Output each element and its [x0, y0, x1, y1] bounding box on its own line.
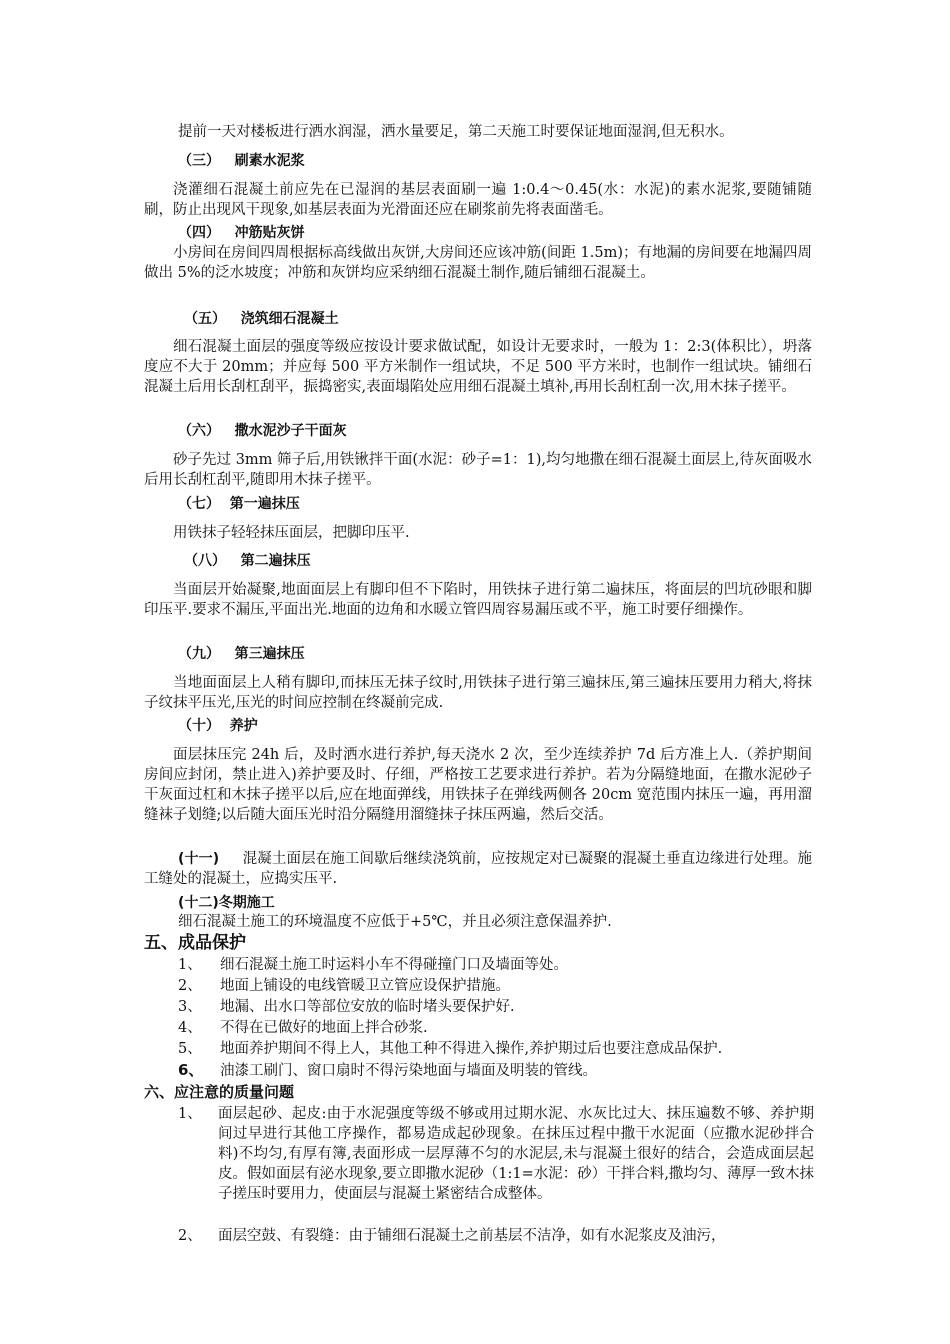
list-item-text: 地面养护期间不得上人，其他工种不得进入操作,养护期过后也要注意成品保护. [220, 1041, 723, 1057]
list-item-text: 细石混凝土施工时运料小车不得碰撞门口及墙面等处。 [220, 957, 568, 973]
section-6-title: 撒水泥沙子干面灰 [234, 423, 347, 439]
section-8-number: （八） [184, 553, 226, 569]
section-8-heading [184, 551, 311, 571]
list-item-number: 6、 [178, 1061, 204, 1079]
list-item [178, 1039, 722, 1059]
section-4-title: 冲筋贴灰饼 [234, 225, 305, 241]
section-6-heading [178, 421, 347, 441]
section-9-body: 当地面面层上人稍有脚印,而抹压无抹子纹时,用铁抹子进行第三遍抹压,第三遍抹压要用力稍大,将抹子纹抹平压光,压光的时间应控制在终凝前完成. [144, 675, 812, 711]
section-10-body: 面层抹压完 24h 后，及时洒水进行养护,每天浇水 2 次，至少连续养护 7d 后方准上人.（养护期间房间应封闭，禁止进入)养护要及时、仔细，严格按工艺要求进行养护。若为分隔缝地面，在撒水泥砂子干灰面过杠和木抹子搓平以后,应在地面弹线，用铁抹子在弹线两侧各 20cm 宽范围内抹压一遍，再用溜缝袜子划缝;以后随大面压光时沿分隔缝用溜缝抹子抹压两遍，然后交活。 [144, 747, 812, 823]
section-3-heading [178, 151, 305, 171]
list-item [178, 997, 515, 1017]
section-5-title: 浇筑细石混凝土 [240, 311, 339, 327]
list-item-text: 地面上铺设的电线管暖卫立管应设保护措施。 [220, 978, 510, 994]
quality-item [178, 1226, 814, 1246]
chapter-6-title: 六、应注意的质量问题 [144, 1083, 295, 1101]
list-item-number: 4、 [178, 1020, 202, 1036]
section-7-title: 第一遍抹压 [229, 496, 300, 512]
section-10-heading [178, 716, 258, 736]
section-12-body: 细石混凝土施工的环境温度不应低于+5℃，并且必须注意保温养护. [178, 914, 612, 930]
section-7-number: （七） [178, 496, 220, 512]
section-9-heading [178, 644, 305, 664]
section-5-heading [184, 309, 339, 329]
quality-item-number: 2、 [178, 1228, 202, 1244]
section-3-number: （三） [178, 153, 220, 169]
section-8-title: 第二遍抹压 [240, 553, 311, 569]
section-12-title: 冬期施工 [218, 895, 275, 911]
section-4-number: （四） [178, 225, 220, 241]
list-item-number: 1、 [178, 957, 202, 973]
section-12-heading [178, 893, 275, 913]
list-item [178, 955, 568, 975]
section-8-body: 当面层开始凝聚,地面面层上有脚印但不下陷时，用铁抹子进行第二遍抹压，将面层的凹坑砂眼和脚印压平.要求不漏压,平面出光.地面的边角和水暖立管四周容易漏压或不平，施工时要仔细操作。 [144, 582, 812, 618]
list-item [178, 1060, 597, 1081]
list-item-number: 3、 [178, 999, 202, 1015]
quality-item [178, 1104, 814, 1204]
intro-text: 提前一天对楼板进行洒水润湿，洒水量要足，第二天施工时要保证地面湿润,但无积水。 [178, 124, 734, 140]
section-11-body: 混凝土面层在施工间歇后继续浇筑前，应按规定对已凝聚的混凝土垂直边缘进行处理。施工缝处的混凝土，应捣实压平. [144, 851, 813, 887]
section-10-title: 养护 [229, 718, 258, 734]
section-9-number: （九） [178, 646, 220, 662]
list-item [178, 1018, 428, 1038]
section-4-heading [178, 223, 305, 243]
list-item-number: 5、 [178, 1041, 202, 1057]
section-3-title: 刷素水泥浆 [234, 153, 305, 169]
quality-item-number: 1、 [178, 1106, 202, 1122]
section-9-title: 第三遍抹压 [234, 646, 305, 662]
section-11-number: (十一) [178, 851, 220, 867]
section-6-body: 砂子先过 3mm 筛子后,用铁锹拌干面(水泥：砂子=1：1),均匀地撒在细石混凝土面层上,待灰面吸水后用长刮杠刮平,随即用木抹子搓平。 [144, 452, 812, 488]
section-12-number: (十二) [178, 895, 219, 911]
chapter-5-title: 五、成品保护 [144, 933, 246, 953]
section-7-body: 用铁抹子轻轻抹压面层，把脚印压平. [173, 525, 410, 541]
section-4-body: 小房间在房间四周根据标高线做出灰饼,大房间还应该冲筋(间距 1.5m)；有地漏的房间要在地漏四周做出 5%的泛水坡度；冲筋和灰饼均应采纳细石混凝土制作,随后铺细石混凝土。 [144, 245, 812, 281]
list-item [178, 976, 510, 996]
section-3-body: 浇灌细石混凝土前应先在已湿润的基层表面刷一遍 1:0.4～0.45(水：水泥)的素水泥浆,要随铺随刷，防止出现风干现象,如基层表面为光滑面还应在刷浆前先将表面凿毛。 [144, 182, 812, 218]
section-5-number: （五） [184, 311, 226, 327]
section-7-heading [178, 494, 300, 514]
list-item-number: 2、 [178, 978, 202, 994]
list-item-text: 不得在已做好的地面上拌合砂浆. [220, 1020, 428, 1036]
quality-item-text: 面层空鼓、有裂缝：由于铺细石混凝土之前基层不洁净，如有水泥浆皮及油污， [218, 1228, 726, 1244]
quality-item-text: 面层起砂、起皮:由于水泥强度等级不够或用过期水泥、水灰比过大、抹压遍数不够、养护期间过早进行其他工序操作，都易造成起砂现象。在抹压过程中撒干水泥面（应撒水泥砂拌合料)不均匀,有厚有簿,表面形成一层厚薄不匀的水泥层,未与混凝土很好的结合，会造成面层起皮。假如面层有泌水现象,要立即撒水泥砂（1:1=水泥：砂）干拌合料,撒均匀、薄厚一致木抹子搓压时要用力，使面层与混凝土紧密结合成整体。 [218, 1106, 814, 1202]
list-item-text: 油漆工刷门、窗口扇时不得污染地面与墙面及明装的管线。 [220, 1063, 597, 1079]
section-5-body: 细石混凝土面层的强度等级应按设计要求做试配，如设计无要求时，一般为 1：2:3(体积比），坍落度应不大于 20mm；并应每 500 平方米制作一组试块，不足 500 平方米时，也制作一组试块。铺细石混凝土后用长刮杠刮平，振捣密实,表面塌陷处应用细石混凝土填补,再用长刮杠刮一次,用木抹子搓平。 [144, 339, 812, 395]
section-10-number: （十） [178, 718, 220, 734]
list-item-text: 地漏、出水口等部位安放的临时堵头要保护好. [220, 999, 515, 1015]
section-6-number: （六） [178, 423, 220, 439]
section-11-paragraph [144, 849, 812, 889]
